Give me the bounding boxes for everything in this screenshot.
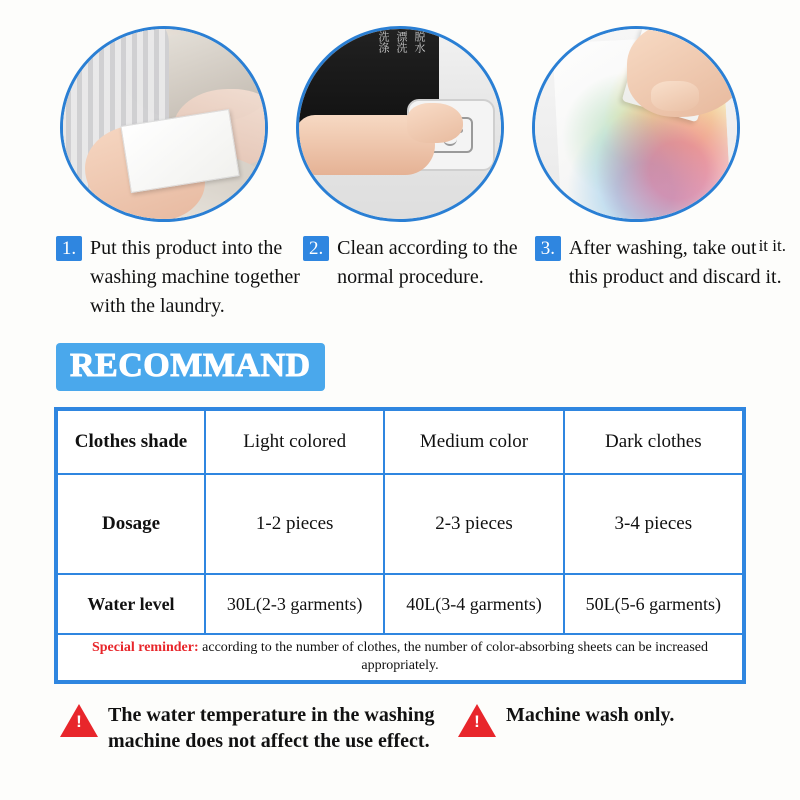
panel-label: 漂洗 <box>395 31 408 53</box>
warning-2 <box>458 702 674 737</box>
finger <box>651 81 699 111</box>
table-row <box>57 574 743 634</box>
photo-2-wrap <box>296 26 504 222</box>
warning-triangle-icon <box>458 704 496 737</box>
photo-hand-holding-stained-sheet <box>532 26 740 222</box>
cell-medium-color: Medium color <box>384 410 563 474</box>
step-1-number: 1. <box>56 236 82 261</box>
row-label-water-level: Water level <box>57 574 205 634</box>
finger <box>407 103 463 143</box>
step-3-tail: it it. <box>758 236 786 255</box>
cell-dark-clothes: Dark clothes <box>564 410 743 474</box>
warnings <box>0 684 800 754</box>
warning-2-text: Machine wash only. <box>506 704 675 726</box>
warning-1-text: The water temperature in the washing machine does not affect the use effect. <box>108 704 435 752</box>
step-1-text: Put this product into the washing machine together with the laundry. <box>90 237 300 317</box>
cell-dosage-medium: 2-3 pieces <box>384 474 563 574</box>
table-row <box>57 410 743 474</box>
photo-3-wrap <box>532 26 740 222</box>
dosage-table <box>54 407 746 684</box>
cell-light-colored: Light colored <box>205 410 384 474</box>
row-label-dosage: Dosage <box>57 474 205 574</box>
cell-water-dark: 50L(5-6 garments) <box>564 574 743 634</box>
recommand-badge <box>56 343 325 391</box>
special-reminder-row <box>57 634 743 681</box>
step-instructions <box>0 222 800 321</box>
photo-hand-pressing-machine-button <box>296 26 504 222</box>
panel-label: 脱水 <box>413 31 426 53</box>
cell-dosage-dark: 3-4 pieces <box>564 474 743 574</box>
step-photos <box>0 0 800 222</box>
special-reminder-text: according to the number of clothes, the number of color-absorbing sheets can be increased appropriately. <box>198 640 709 673</box>
cell-water-light: 30L(2-3 garments) <box>205 574 384 634</box>
step-1 <box>56 234 303 321</box>
warning-1 <box>60 702 438 754</box>
special-reminder-cell <box>57 634 743 681</box>
warning-triangle-icon <box>60 704 98 737</box>
table-row <box>57 474 743 574</box>
row-label-clothes-shade: Clothes shade <box>57 410 205 474</box>
step-2-text: Clean according to the normal procedure. <box>337 237 518 288</box>
recommand-label: RECOMMAND <box>70 347 311 384</box>
step-3 <box>535 234 786 321</box>
special-reminder-label: Special reminder: <box>91 640 199 655</box>
panel-label: 洗涤 <box>377 31 390 53</box>
cell-dosage-light: 1-2 pieces <box>205 474 384 574</box>
step-2-number: 2. <box>303 236 329 261</box>
step-3-text: After washing, take out this product and discard it. <box>568 237 782 288</box>
cell-water-medium: 40L(3-4 garments) <box>384 574 563 634</box>
step-3-number: 3. <box>535 236 561 261</box>
step-2 <box>303 234 535 321</box>
photo-1-wrap <box>60 26 268 222</box>
photo-hand-placing-sheet-into-laundry <box>60 26 268 222</box>
